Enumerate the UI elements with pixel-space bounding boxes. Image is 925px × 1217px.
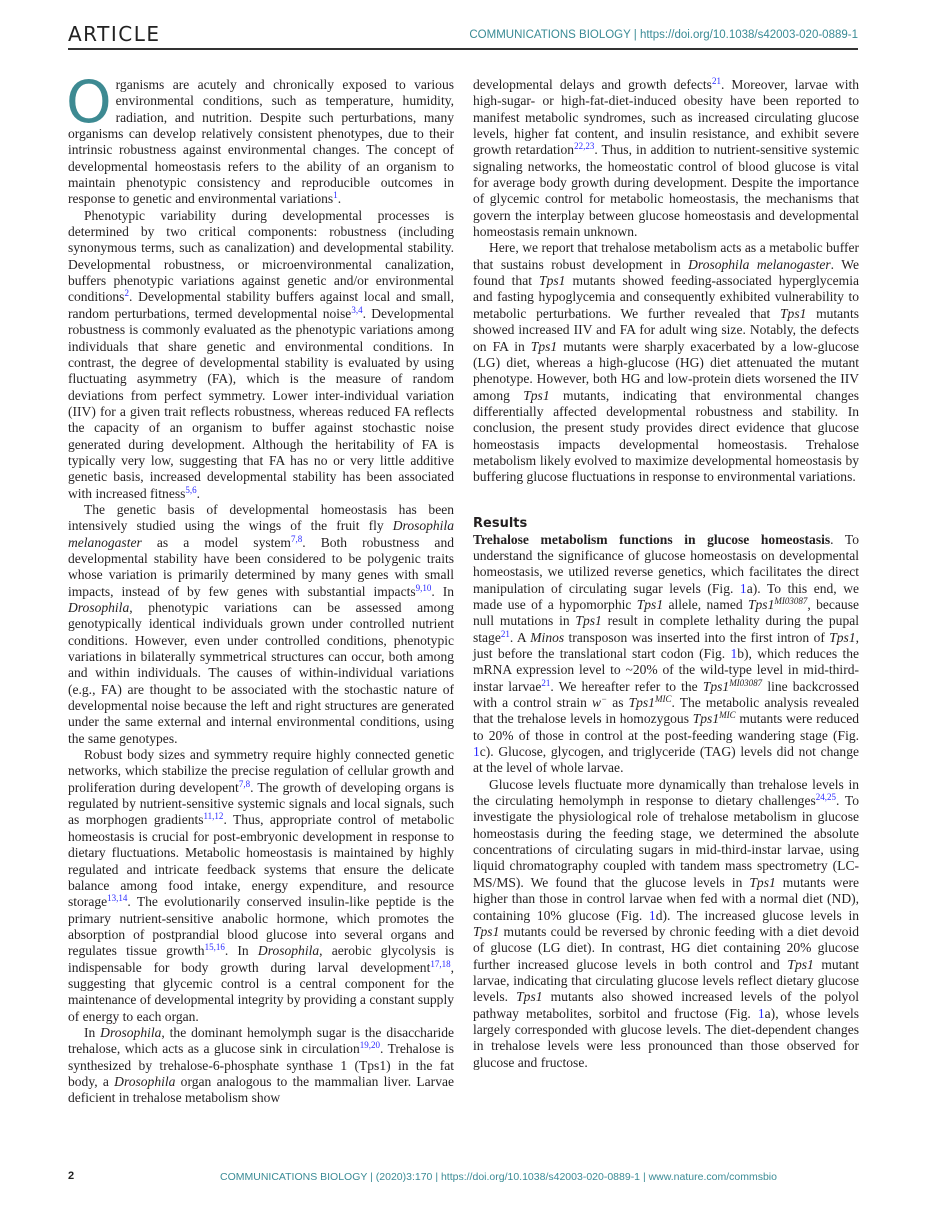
- text: mutants were reduced to 20% of those in control at the post-feeding wandering stage (Fig.: [473, 711, 860, 743]
- citation-link[interactable]: 21: [711, 76, 721, 86]
- intro-paragraph-5: [68, 1025, 454, 1107]
- text: , the dominant hemolymph sugar is the disaccharide trehalose, which acts as a glucose sink in circulation: [68, 1024, 455, 1057]
- figure-link[interactable]: 1: [730, 646, 738, 661]
- text: . In: [224, 943, 258, 959]
- citation-link[interactable]: 1: [333, 190, 338, 201]
- figure-link[interactable]: 1: [757, 1005, 765, 1021]
- gene-name: Tps1: [575, 613, 602, 629]
- text: . Moreover, larvae with high-sugar- or high-fat-diet-induced obesity have been reported to manifest metabolic syndromes, such as increased circulating glucose levels, higher fat content, and insulin resistance, and exhibit severe growth retardation: [473, 77, 859, 158]
- citation-link[interactable]: 17,18: [430, 958, 451, 969]
- species-name: Drosophila: [100, 1024, 162, 1040]
- figure-link[interactable]: 1: [739, 580, 747, 596]
- text: , aerobic glycolysis is indispensable for body growth during larval development: [68, 943, 454, 975]
- gene-name: Tps1: [516, 989, 543, 1005]
- intro-paragraph-4: [68, 747, 454, 1025]
- text: . We found that: [473, 256, 859, 289]
- text: Glucose levels fluctuate more dynamically than trehalose levels in the circulating hemolymph in response to dietary challenges: [473, 776, 859, 809]
- allele-superscript: MIC: [719, 710, 736, 721]
- text: . Developmental stability buffers against local and small, random perturbations, termed developmental noise: [68, 289, 454, 321]
- results-heading: Results: [473, 515, 528, 531]
- results-paragraph-2: [473, 777, 859, 1071]
- citation-link[interactable]: 7,8: [238, 778, 251, 789]
- text: allele, named: [663, 596, 748, 612]
- intro-paragraph-2: [68, 208, 454, 502]
- intro-paragraph-6: [473, 77, 859, 240]
- citation-link[interactable]: 9,10: [415, 582, 432, 593]
- text: a), whose levels largely corresponded with glucose levels. The diet-dependent changes in trehalose levels were less pronounced than those observed for glucose and fructose.: [473, 1005, 859, 1070]
- drop-cap: O: [66, 68, 112, 136]
- gene-name: Tps1: [636, 596, 664, 612]
- citation-link[interactable]: 7,8: [290, 533, 303, 544]
- gene-name: Tps1: [539, 273, 566, 289]
- text: Robust body sizes and symmetry require highly connected genetic networks, which stabilize the precise regulation of cellular growth and proliferation during developent: [68, 747, 454, 795]
- citation-link[interactable]: 3,4: [351, 304, 363, 315]
- text: The genetic basis of developmental homeostasis has been intensively studied using the wings of the fruit fly: [68, 501, 454, 534]
- gene-name: Tps1: [749, 874, 776, 890]
- text: . The growth of developing organs is regulated by nutrient-sensitive systemic signals and local signals, such as morphogen gradients: [68, 779, 454, 828]
- text: mutant larvae, indicating that circulating glucose levels reflect dietary glucose levels.: [473, 956, 859, 1005]
- text: organ analogous to the mammalian liver. Larvae deficient in trehalose metabolism show: [68, 1073, 454, 1106]
- page-header: [68, 22, 858, 50]
- footer-citation: COMMUNICATIONS BIOLOGY | (2020)3:170 | https://doi.org/10.1038/s42003-020-0889-1 | www.nature.com/commsbio: [220, 1171, 777, 1183]
- text: . To understand the significance of glucose homeostasis on developmental homeostasis, we utilized reverse genetics, which facilitates the direct manipulation of circulating sugar levels (Fig.: [473, 531, 859, 596]
- journal-doi-link[interactable]: COMMUNICATIONS BIOLOGY | https://doi.org/10.1038/s42003-020-0889-1: [469, 29, 858, 41]
- species-name: Drosophila melanogaster: [688, 256, 831, 272]
- text: , because null mutations in: [473, 596, 859, 629]
- text: as: [607, 695, 629, 711]
- gene-name: Tps1: [628, 695, 655, 711]
- text: In: [84, 1024, 101, 1040]
- text: . We hereafter refer to the: [550, 678, 703, 694]
- results-paragraph-1: [473, 532, 859, 777]
- text: result in complete lethality during the pupal stage: [473, 613, 859, 645]
- allele-superscript: MIC: [654, 694, 672, 705]
- strain-name: w: [591, 695, 602, 711]
- citation-link[interactable]: 2: [124, 288, 129, 299]
- left-column: [66, 68, 455, 1107]
- gene-name: Tps1: [829, 629, 856, 645]
- text: mutants were sharply exacerbated by a low-glucose (LG) diet, whereas a high-glucose (HG) diet attenuated the mutant phenotype. However, both HG and low-protein diets worsened the IIV among: [473, 338, 860, 403]
- text: mutants showed feeding-associated hyperglycemia and fasting hypoglycemia and consequently exhibited vulnerability to metabolic perturbations. We further revealed that: [473, 273, 859, 321]
- text: . Thus, appropriate control of metabolic homeostasis is crucial for post-embryonic development in response to dietary fluctuations. Metabolic homeostasis is maintained by highly regulated and intricate feedback systems that ensure the delicate balance among food intake, energy expenditure, and resource storage: [68, 812, 454, 910]
- text: . To investigate the physiological role of trehalose metabolism in glucose homeostasis during the feeding stage, we determined the absolute concentrations of circulating sugars in mid-third-instar larvae, using liquid chromatography coupled with tandem mass spectrometry (LC-MS/MS). We found that the glucose levels in: [473, 793, 859, 890]
- citation-link[interactable]: 13,14: [107, 893, 128, 904]
- right-column: [473, 77, 859, 1071]
- text: Phenotypic variability during developmental processes is determined by two critical components: robustness (including synonymous terms, such as canalization) and developmental stability. Developmental robustness, or microenvironmental canalization, buffers phenotypic variations against genetic and/or environmental conditions: [68, 207, 454, 305]
- text: c). Glucose, glycogen, and triglyceride (TAG) levels did not change at the level of whole larvae.: [473, 744, 859, 776]
- allele-superscript: −: [601, 694, 608, 705]
- gene-name: Tps1: [787, 956, 814, 972]
- gene-name: Tps1: [702, 678, 730, 694]
- intro-paragraph-7: [473, 240, 859, 485]
- text: . Both robustness and developmental stability have been considered to be polygenic traits whose variation is primarily determined by many genes with small impacts, instead of by few genes with substantial impacts: [68, 534, 454, 599]
- text: rganisms are acutely and chronically exposed to various environmental conditions, such as temperature, humidity, radiation, and nutrition. Despite such perturbations, many organisms can develop relatively consistent phenotypes, due to their intrinsic robustness against environmental changes. The concept of developmental homeostasis refers to the ability of an organism to maintain phenotypic consistency and reproducible outcomes in response to genetic and environmental variations: [68, 77, 454, 207]
- text: as a model system: [141, 534, 291, 550]
- text: , phenotypic variations can be assessed among genotypically identical individuals grown under controlled nutrient conditions. However, even under controlled conditions, phenotypic variations in bilaterally symmetrical structures can occur, both among and within individuals. The causes of within-individual variations (e.g., FA) are thought to be associated with the stochastic nature of developmental noise because the left and right structures are generated under the same external and internal environmental conditions, using the same genotypes.: [68, 600, 454, 746]
- citation-link[interactable]: 21: [541, 677, 551, 688]
- species-name: Drosophila: [114, 1073, 176, 1089]
- text: .: [196, 485, 201, 501]
- text: . Developmental robustness is commonly evaluated as the phenotypic variations among individuals that share genetic and environmental conditions. In contrast, the degree of developmental stability is evaluated by using fluctuating asymmetry (FA), which is the measure of random deviations from perfect symmetry. Lower inter-individual variation (IIV) for a given trait reflects robustness, whereas reduced FA reflects the capacity of an organism to buffer against stochastic noise generated during development. Although the heritability of FA is typically very low, suggesting that FA has no or very little additive genetic basis, increased developmental stability has been associated with increased fitness: [68, 305, 455, 501]
- text: . In: [431, 583, 454, 599]
- text: . The evolutionarily conserved insulin-like peptide is the primary nutrient-sensitive anabolic hormone, which promotes the absorption of postprandial blood glucose into several organs and regulates tissue growth: [68, 894, 454, 959]
- text: . Thus, in addition to nutrient-sensitive systemic signaling networks, the homeostatic control of blood glucose is vital for average body growth during development. Despite the importance of glycemic control for metabolic homeostasis, the mechanisms that govern the interplay between glucose homeostasis and developmental homeostasis remain unknown.: [473, 142, 859, 240]
- species-name: Drosophila: [257, 943, 320, 959]
- transposon-name: Minos: [530, 629, 565, 645]
- text: . The metabolic analysis revealed that the trehalose levels in homozygous: [473, 695, 859, 727]
- intro-paragraph-1: [66, 68, 454, 208]
- citation-link[interactable]: 21: [500, 628, 510, 639]
- text: developmental delays and growth defects: [473, 77, 712, 92]
- citation-link[interactable]: 19,20: [359, 1040, 380, 1051]
- text: , suggesting that glycemic control is a central component for the maintenance of developmental integrity by providing a constant supply of energy to each organ.: [68, 959, 454, 1024]
- page-number: 2: [68, 1170, 75, 1182]
- text: line backcrossed with a control strain: [473, 678, 859, 711]
- text: b), which reduces the mRNA expression level to ~20% of the wild-type level in mid-third-instar larvae: [473, 646, 859, 694]
- allele-superscript: MI03087: [774, 595, 808, 606]
- text: . Trehalose is synthesized by trehalose-6-phosphate synthase 1 (Tps1) in the fat body, a: [68, 1041, 454, 1089]
- text: , just before the translational start codon (Fig.: [473, 629, 859, 661]
- text: mutants also showed increased levels of the polyol pathway metabolites, sorbitol and fructose (Fig.: [473, 989, 859, 1021]
- article-type-label: ARTICLE: [68, 22, 161, 46]
- gene-name: Tps1: [473, 923, 500, 939]
- citation-link[interactable]: 5,6: [185, 484, 197, 495]
- intro-paragraph-3: [68, 502, 454, 747]
- citation-link[interactable]: 24,25: [815, 792, 836, 803]
- text: mutants were higher than those in control larvae when fed with a normal diet (ND), containing 10% glucose (Fig.: [473, 874, 859, 923]
- figure-link[interactable]: 1: [473, 744, 480, 760]
- page-footer: [68, 1170, 858, 1186]
- text: d). The increased glucose levels in: [655, 907, 859, 923]
- figure-link[interactable]: 1: [648, 907, 656, 923]
- citation-link[interactable]: 15,16: [204, 942, 225, 953]
- text: Here, we report that trehalose metabolism acts as a metabolic buffer that sustains robust development in: [473, 240, 859, 272]
- species-name: Drosophila melanogaster: [68, 518, 454, 550]
- subsection-heading: Trehalose metabolism functions in glucose homeostasis: [473, 531, 831, 547]
- text: . A: [509, 629, 531, 645]
- text: mutants showed increased IIV and FA for adult wing size. Notably, the defects on FA in: [473, 305, 859, 354]
- citation-link[interactable]: 22,23: [574, 141, 595, 152]
- gene-name: Tps1: [692, 711, 720, 727]
- gene-name: Tps1: [748, 596, 775, 612]
- text: mutants could be reversed by chronic feeding with a diet devoid of glucose (LG diet). In contrast, HG diet containing 20% glucose further increased glucose levels in both control and: [473, 923, 859, 972]
- gene-name: Tps1: [523, 387, 550, 403]
- text: transposon was inserted into the first intron of: [564, 629, 830, 645]
- species-name: Drosophila: [68, 600, 130, 615]
- citation-link[interactable]: 11,12: [203, 811, 224, 822]
- gene-name: Tps1: [530, 338, 558, 354]
- gene-name: Tps1: [780, 305, 807, 321]
- allele-superscript: MI03087: [729, 677, 763, 688]
- text: a). To this end, we made use of a hypomorphic: [473, 580, 859, 612]
- text: mutants, indicating that environmental changes differentially affected developmental robustness and stability. In conclusion, the present study provides direct evidence that glucose homeostasis impacts developmental homeostasis. Trehalose metabolism likely evolved to maximize developmental homeostasis by buffering glucose fluctuations in response to environmental variations.: [473, 387, 859, 485]
- text: .: [337, 191, 342, 207]
